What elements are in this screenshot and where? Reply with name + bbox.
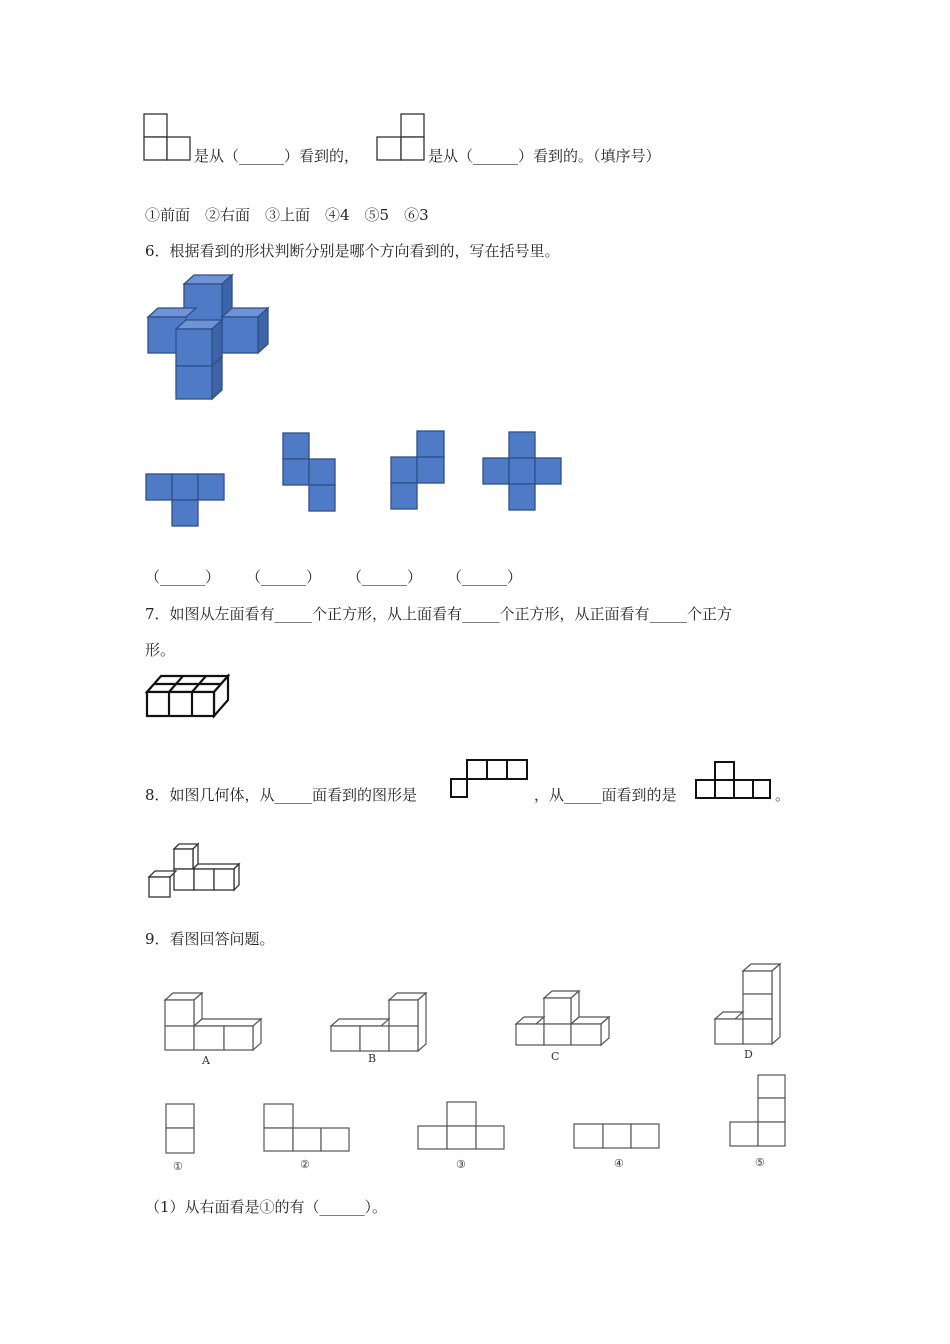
q9-view-2 [262,1102,354,1176]
q9-stem: 9．看图回答问题。 [145,930,275,948]
q8-solid [146,841,242,899]
q6-answer-3: （______） [347,568,423,586]
q9-view-label-2: ② [300,1158,310,1171]
q5-options: ①前面 ②右面 ③上面 ④4 ⑤5 ⑥3 [145,206,429,224]
q9-label-b: B [368,1052,377,1065]
q6-answer-4: （______） [447,568,523,586]
q6-blue-solid [146,272,272,402]
q9-solid-c [513,988,615,1064]
q8-view-1 [449,758,531,800]
q6-view-3 [389,429,449,513]
q7-stem-line2: 形。 [145,641,176,659]
q9-solid-d [712,962,788,1062]
q7-stem-line1: 7．如图从左面看有_____个正方形，从上面看有_____个正方形，从正面看有_____个正方 [145,605,733,623]
q9-view-label-4: ④ [614,1157,624,1170]
q9-view-3 [416,1100,508,1174]
q9-label-c: C [551,1050,560,1063]
q9-view-5 [727,1072,791,1172]
q6-stem: 6．根据看到的形状判断分别是哪个方向看到的，写在括号里。 [145,242,560,260]
q7-solid [144,672,234,720]
q8-text-2: ，从_____面看到的是 [534,786,677,804]
q9-solid-a [160,990,266,1066]
q9-sub1: （1）从右面看是①的有（______）。 [145,1198,388,1216]
q5-text-2: 是从（______）看到的。（填序号） [428,147,661,165]
q6-view-4 [481,430,565,514]
q9-view-1 [162,1102,202,1176]
q8-text-1: 8．如图几何体，从_____面看到的图形是 [145,786,418,804]
q9-view-label-5: ⑤ [755,1156,765,1169]
q9-label-a: A [202,1054,210,1066]
q9-view-label-1: ① [173,1160,183,1173]
q5-text-1: 是从（______）看到的， [194,147,360,165]
q9-view-4 [571,1120,663,1172]
q8-text-3: 。 [775,786,791,804]
q9-label-d: D [744,1048,753,1061]
q6-answer-1: （______） [145,568,221,586]
q9-view-label-3: ③ [456,1158,466,1171]
q8-view-2 [693,760,773,802]
q9-solid-b [328,990,432,1066]
q5-shape-1 [143,113,193,163]
q6-answer-2: （______） [246,568,322,586]
q6-view-1 [145,472,227,528]
q6-view-2 [281,431,339,515]
q5-shape-2 [376,113,428,163]
